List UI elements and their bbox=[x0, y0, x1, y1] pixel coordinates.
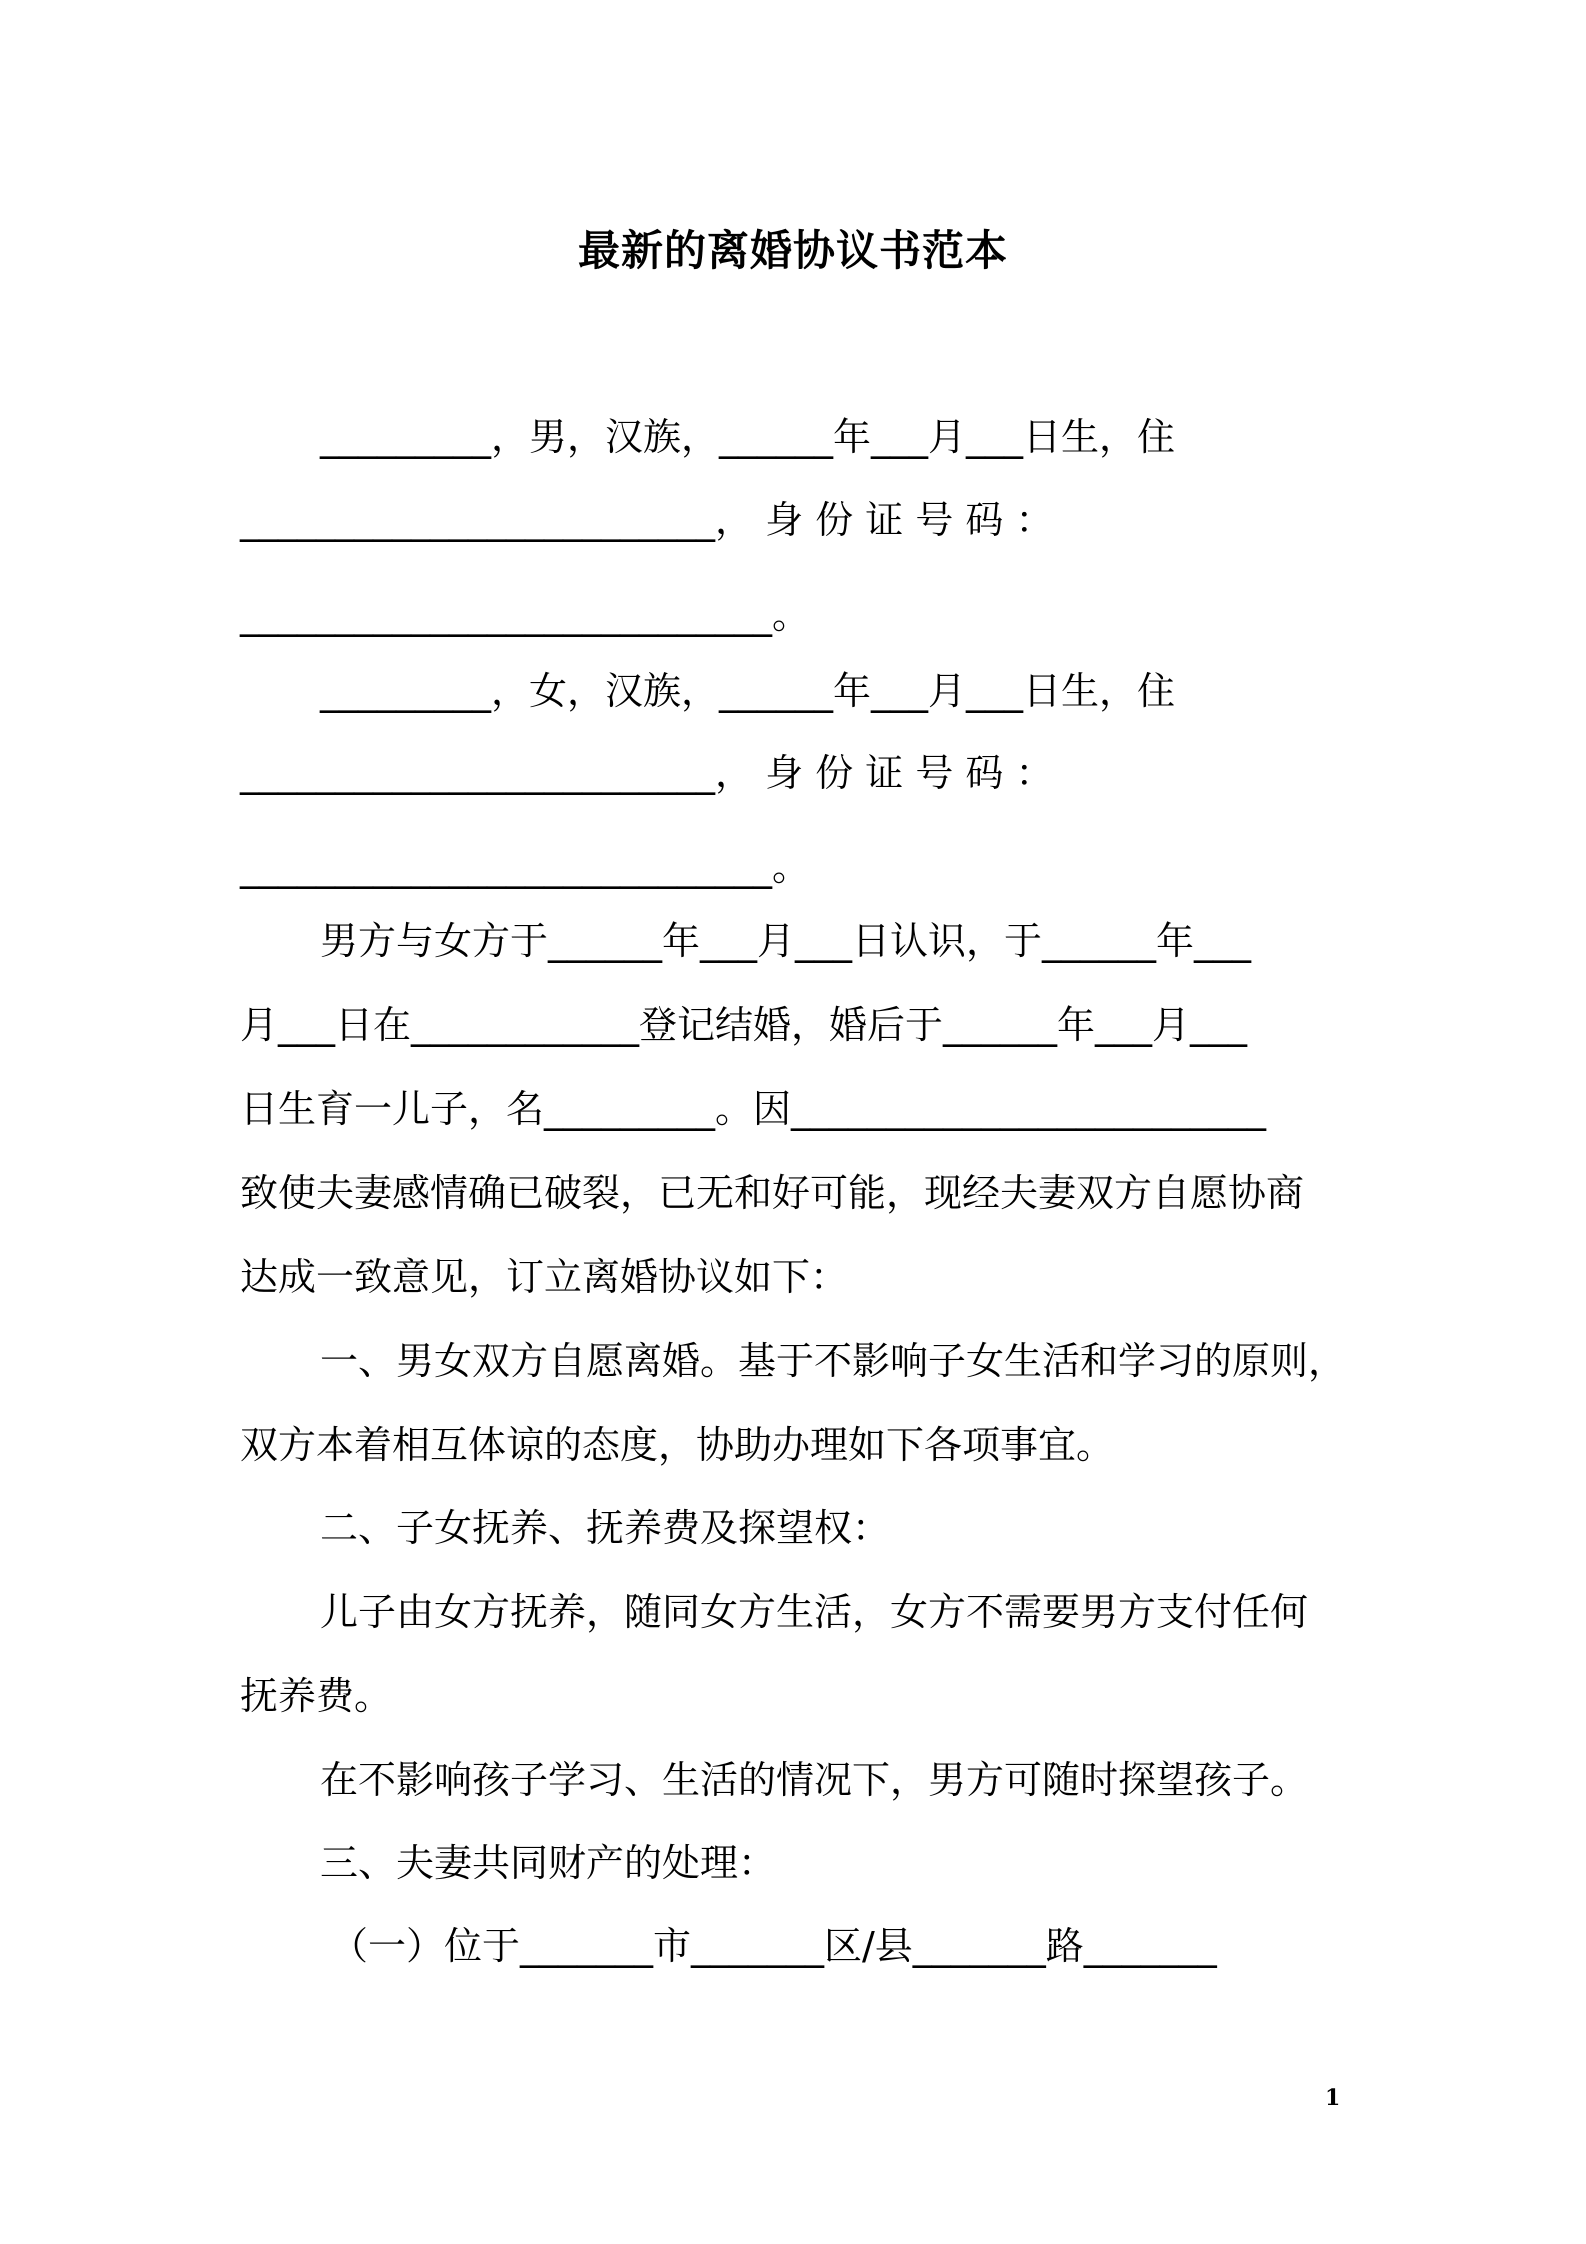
paragraph-line bbox=[240, 1084, 1350, 1134]
paragraph-line-property-one bbox=[240, 1921, 1350, 1971]
paragraph-line bbox=[240, 1587, 1350, 1637]
paragraph-line-clause-one bbox=[240, 1336, 1350, 1386]
paragraph-line bbox=[240, 1252, 1350, 1302]
text-line: ____________________________。 bbox=[240, 593, 811, 637]
paragraph-line-male-id-label bbox=[240, 495, 1350, 545]
text-line: 抚养费。 bbox=[240, 1674, 393, 1718]
text-line: 三、夫妻共同财产的处理： bbox=[320, 1841, 777, 1885]
text-line: _________，男，汉族，______年___月___日生，住 bbox=[320, 415, 1176, 459]
paragraph-line bbox=[240, 1671, 1350, 1721]
text-line: 儿子由女方抚养，随同女方生活，女方不需要男方支付任何 bbox=[320, 1590, 1309, 1634]
paragraph-line bbox=[240, 1755, 1350, 1805]
text-line: 二、子女抚养、抚养费及探望权： bbox=[320, 1506, 891, 1550]
text-line: 日生育一儿子，名_________。因_________________________ bbox=[240, 1087, 1267, 1131]
text-line: 男方与女方于______年___月___日认识，于______年___ bbox=[320, 919, 1252, 963]
text-line: _________________________， 身 份 证 号 码 ： bbox=[240, 751, 1054, 795]
text-line: ____________________________。 bbox=[240, 845, 811, 889]
text-line: 双方本着相互体谅的态度，协助办理如下各项事宜。 bbox=[240, 1423, 1115, 1467]
text-line: （一）位于_______市_______区/县_______路_______ bbox=[330, 1924, 1217, 1968]
paragraph-line-male-id-blank bbox=[240, 590, 1350, 640]
paragraph-line bbox=[240, 1000, 1350, 1050]
section-heading-clause-two bbox=[240, 1503, 1350, 1553]
paragraph-line-male-info bbox=[240, 412, 1350, 462]
paragraph-line-female-info bbox=[240, 666, 1350, 716]
document-title: 最新的离婚协议书范本 bbox=[577, 226, 1008, 275]
text-line: 致使夫妻感情确已破裂，已无和好可能，现经夫妻双方自愿协商 bbox=[240, 1171, 1305, 1215]
text-line: 达成一致意见，订立离婚协议如下： bbox=[240, 1255, 849, 1299]
text-line: 月___日在____________登记结婚，婚后于______年___月___ bbox=[240, 1003, 1248, 1047]
section-heading-clause-three bbox=[240, 1838, 1350, 1888]
paragraph-line bbox=[240, 916, 1350, 966]
paragraph-line-female-id-blank bbox=[240, 842, 1350, 892]
text-line: 在不影响孩子学习、生活的情况下，男方可随时探望孩子。 bbox=[320, 1758, 1309, 1802]
paragraph-line bbox=[240, 1168, 1350, 1218]
text-line: _________，女，汉族，______年___月___日生，住 bbox=[320, 669, 1176, 713]
paragraph-line-female-id-label bbox=[240, 748, 1350, 798]
text-line: 一、男女双方自愿离婚。基于不影响子女生活和学习的原则， bbox=[320, 1339, 1347, 1383]
text-line: _________________________， 身 份 证 号 码 ： bbox=[240, 498, 1054, 542]
paragraph-line bbox=[240, 1420, 1350, 1470]
page-number: 1 bbox=[1325, 2085, 1341, 2111]
